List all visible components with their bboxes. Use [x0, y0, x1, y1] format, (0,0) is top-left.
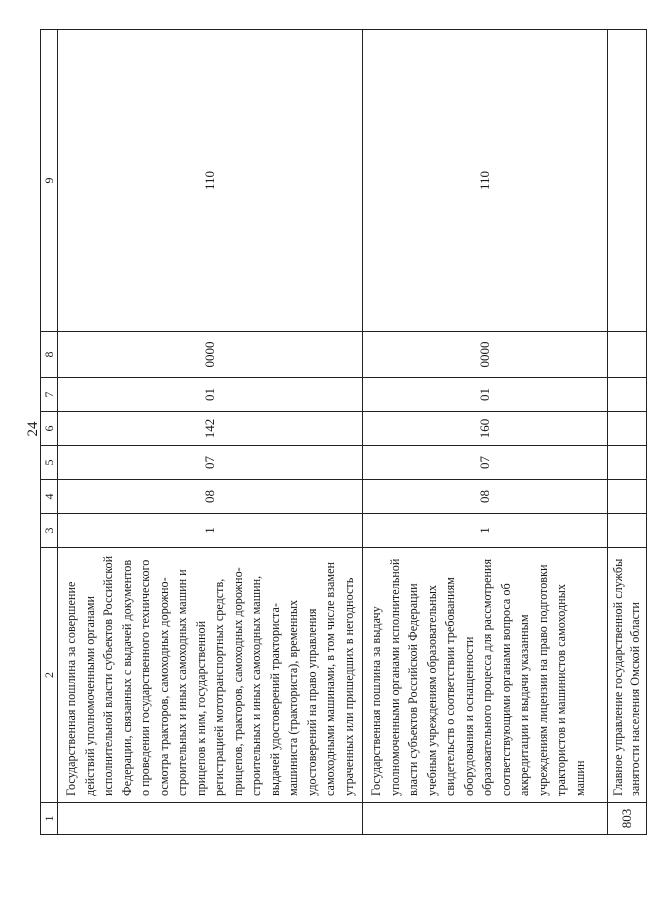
- header-row: [41, 30, 58, 835]
- cell-col-4: 08: [363, 480, 608, 514]
- cell-col-7: 01: [363, 378, 608, 412]
- cell-col-3: 1: [58, 514, 363, 548]
- cell-col-4: [608, 480, 647, 514]
- cell-col-8: [608, 332, 647, 378]
- cell-col-1: 803: [608, 803, 647, 835]
- cell-col-9: 110: [58, 30, 363, 332]
- header-col-4: 4: [41, 480, 58, 514]
- cell-description: Главное управление государственной службы занятости населения Омской области: [608, 548, 647, 803]
- header-col-7: 7: [41, 378, 58, 412]
- cell-col-8: 0000: [363, 332, 608, 378]
- cell-col-5: 07: [58, 446, 363, 480]
- cell-col-5: [608, 446, 647, 480]
- header-col-1: 1: [41, 803, 58, 835]
- cell-description: Государственная пошлина за совершение действий уполномоченными органами исполнительной власти субъектов Российской Федерации, связанных с выдачей документов о проведении государственного технического осмотра тракторов, самоходных дорожно-строительных и иных самоходных машин и прицепов к ним, государственной регистрацией мототранспортных средств, прицепов, тракторов, самоходных дорожно-строительных и иных самоходных машин, выдачей удостоверений тракториста-машиниста (тракториста), временных удостоверений на право управления самоходными машинами, в том числе взамен утраченных или пришедших в негодность: [58, 548, 363, 803]
- header-col-8: 8: [41, 332, 58, 378]
- cell-col-8: 0000: [58, 332, 363, 378]
- cell-col-5: 07: [363, 446, 608, 480]
- rotated-table-wrapper: [40, 30, 642, 835]
- table-row: [363, 30, 608, 835]
- cell-col-6: 160: [363, 412, 608, 446]
- revenue-code-table: [40, 29, 647, 835]
- cell-col-3: [608, 514, 647, 548]
- document-area: [40, 30, 642, 835]
- header-col-6: 6: [41, 412, 58, 446]
- table-row: [608, 30, 647, 835]
- header-col-5: 5: [41, 446, 58, 480]
- cell-col-7: 01: [58, 378, 363, 412]
- cell-col-6: 142: [58, 412, 363, 446]
- cell-col-7: [608, 378, 647, 412]
- cell-col-9: 110: [363, 30, 608, 332]
- header-col-3: 3: [41, 514, 58, 548]
- table-row: [58, 30, 363, 835]
- header-col-9: 9: [41, 30, 58, 332]
- cell-description: Государственная пошлина за выдачу уполномоченными органами исполнительной власти субъектов Российской Федерации учебным учреждениям образовательных свидетельств о соответствии требованиям оборудования и оснащенности образовательного процесса для рассмотрения соответствующими органами вопроса об аккредитации и выдачи указанным учреждениям лицензии на право подготовки трактористов и машинистов самоходных машин: [363, 548, 608, 803]
- cell-col-1: [58, 803, 363, 835]
- cell-col-6: [608, 412, 647, 446]
- cell-col-4: 08: [58, 480, 363, 514]
- page-number: 24: [25, 421, 41, 437]
- header-col-2: 2: [41, 548, 58, 803]
- cell-col-9: [608, 30, 647, 332]
- cell-col-1: [363, 803, 608, 835]
- cell-col-3: 1: [363, 514, 608, 548]
